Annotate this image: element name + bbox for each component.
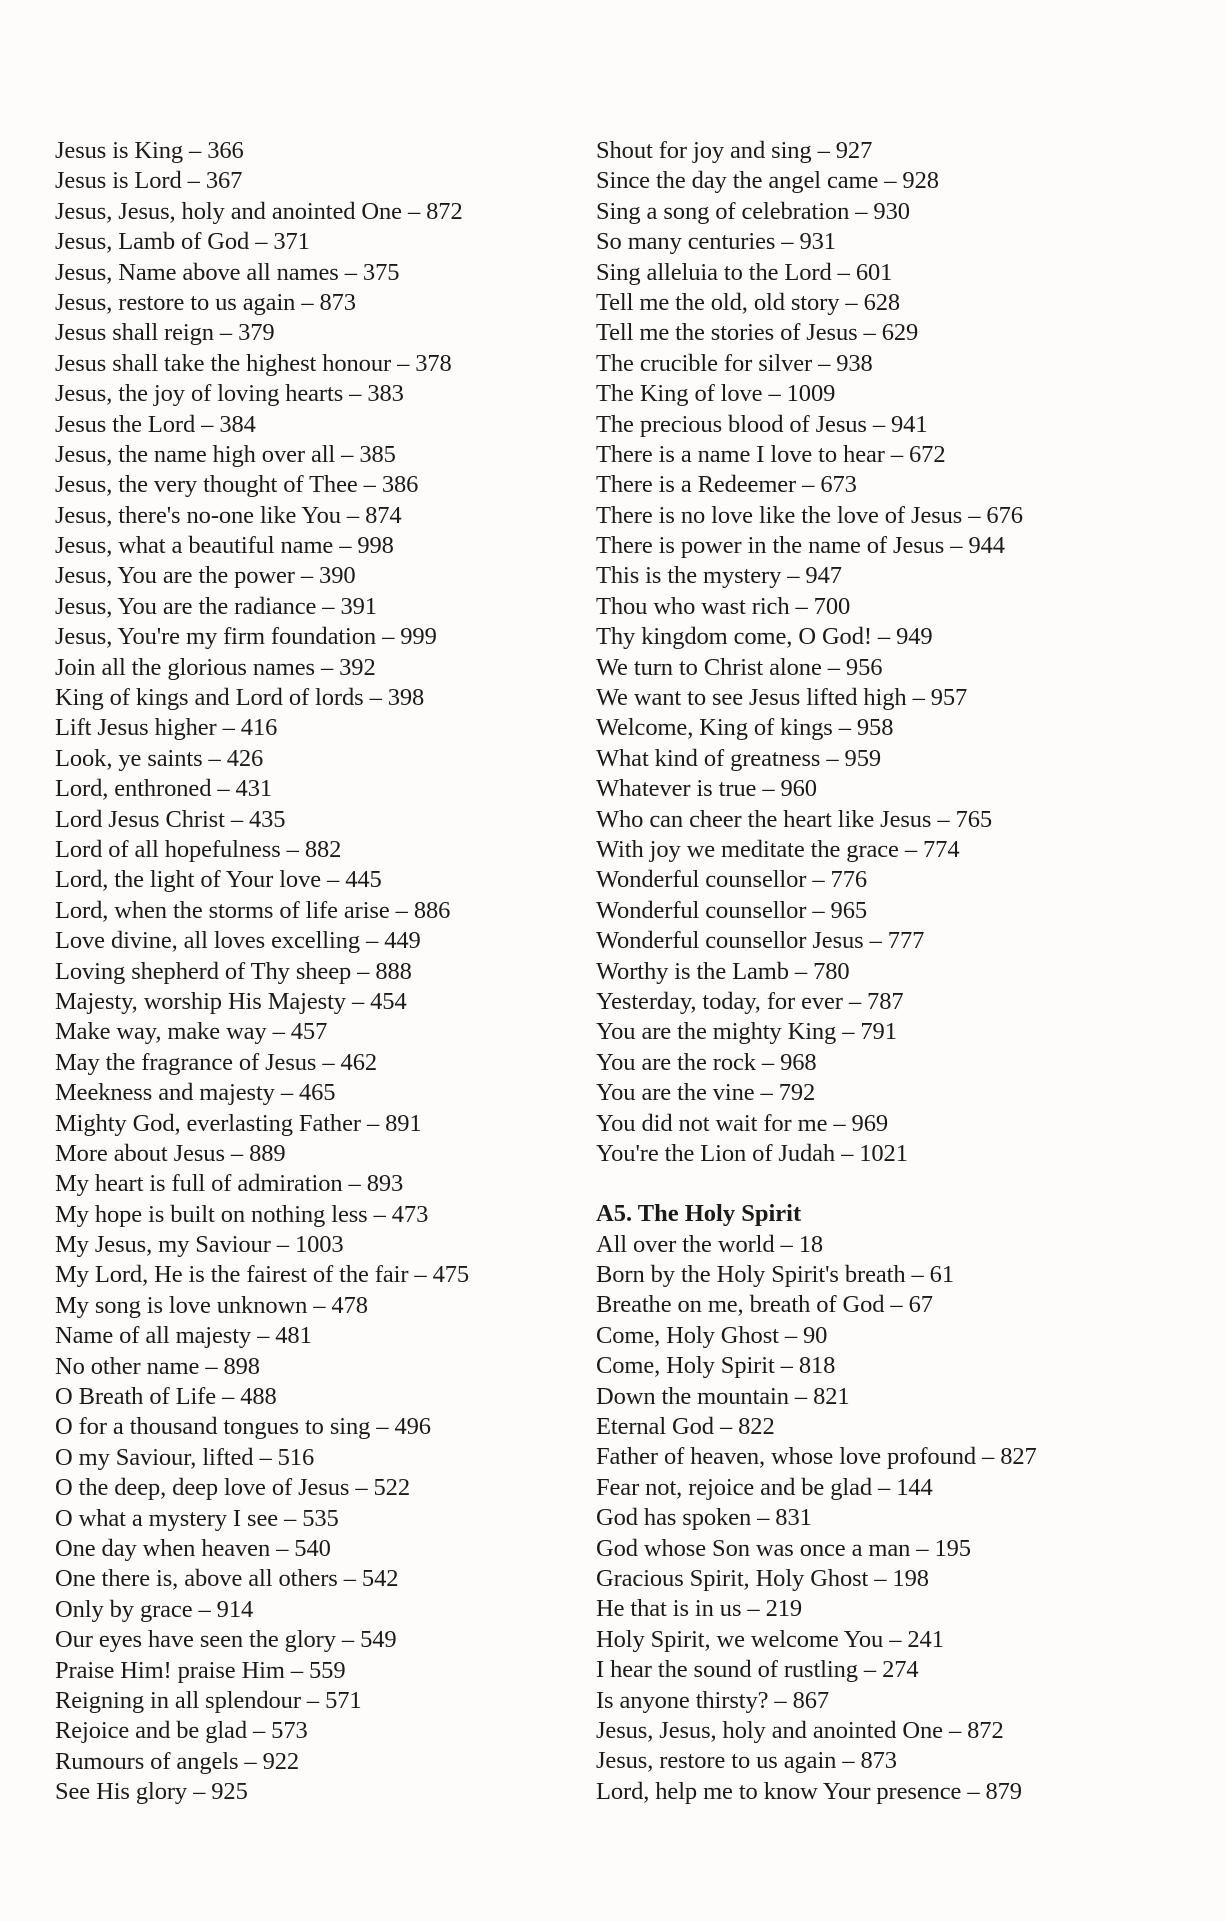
index-entry: Whatever is true – 960 <box>596 775 817 803</box>
index-entry: Worthy is the Lamb – 780 <box>596 957 850 985</box>
index-entry: The King of love – 1009 <box>596 380 836 408</box>
index-entry: No other name – 898 <box>55 1352 260 1380</box>
index-entry: Jesus, You are the radiance – 391 <box>55 592 377 620</box>
index-entry: Wonderful counsellor – 965 <box>596 896 867 924</box>
index-entry: You are the rock – 968 <box>596 1048 817 1076</box>
index-entry: Lord, help me to know Your presence – 879 <box>596 1777 1022 1805</box>
index-entry: There is power in the name of Jesus – 944 <box>596 532 1005 560</box>
index-entry: O what a mystery I see – 535 <box>55 1504 339 1532</box>
index-entry: Down the mountain – 821 <box>596 1382 850 1410</box>
index-entry: Jesus shall reign – 379 <box>55 319 275 347</box>
index-entry: There is a name I love to hear – 672 <box>596 440 946 468</box>
index-entry: Come, Holy Ghost – 90 <box>596 1321 828 1349</box>
index-entry: Jesus, Jesus, holy and anointed One – 872 <box>596 1716 1004 1744</box>
index-entry: Eternal God – 822 <box>596 1413 775 1441</box>
index-entry: My song is love unknown – 478 <box>55 1291 368 1319</box>
index-entry: Father of heaven, whose love profound – 827 <box>596 1443 1037 1471</box>
index-entry: Reigning in all splendour – 571 <box>55 1686 362 1714</box>
index-entry: You are the mighty King – 791 <box>596 1018 897 1046</box>
index-entry: There is no love like the love of Jesus – 676 <box>596 501 1023 529</box>
index-entry: My Lord, He is the fairest of the fair – 475 <box>55 1261 470 1289</box>
index-entry: Jesus is King – 366 <box>55 137 244 164</box>
index-entry: Join all the glorious names – 392 <box>55 653 376 681</box>
index-entry: Welcome, King of kings – 958 <box>596 714 894 742</box>
right-column-entries <box>596 136 1176 1169</box>
index-entry: Lord Jesus Christ – 435 <box>55 805 286 833</box>
index-entry: Lift Jesus higher – 416 <box>55 714 278 742</box>
index-entry: Meekness and majesty – 465 <box>55 1079 336 1107</box>
index-entry: Loving shepherd of Thy sheep – 888 <box>55 957 412 985</box>
index-entry: Holy Spirit, we welcome You – 241 <box>596 1625 944 1653</box>
index-entry: Jesus, You're my firm foundation – 999 <box>55 623 437 651</box>
index-entry: There is a Redeemer – 673 <box>596 471 857 499</box>
index-entry: Only by grace – 914 <box>55 1595 254 1623</box>
index-entry: Jesus, the name high over all – 385 <box>55 440 396 468</box>
right-column <box>596 136 1176 1807</box>
index-entry: Jesus, Lamb of God – 371 <box>55 228 310 256</box>
index-entry: Jesus, the very thought of Thee – 386 <box>55 471 419 499</box>
index-entry: More about Jesus – 889 <box>55 1139 286 1167</box>
index-entry: Lord, when the storms of life arise – 886 <box>55 896 451 924</box>
index-entry: Thy kingdom come, O God! – 949 <box>596 623 933 651</box>
index-entry: Lord of all hopefulness – 882 <box>55 835 342 863</box>
index-entry: Gracious Spirit, Holy Ghost – 198 <box>596 1564 929 1592</box>
index-entry: Name of all majesty – 481 <box>55 1322 312 1350</box>
index-entry: The precious blood of Jesus – 941 <box>596 410 928 438</box>
index-entry: See His glory – 925 <box>55 1778 248 1806</box>
index-entry: Rejoice and be glad – 573 <box>55 1717 308 1745</box>
index-entry: One day when heaven – 540 <box>55 1534 331 1562</box>
index-entry: Jesus is Lord – 367 <box>55 167 243 195</box>
index-entry: King of kings and Lord of lords – 398 <box>55 684 425 712</box>
index-entry: Jesus, Jesus, holy and anointed One – 872 <box>55 197 463 225</box>
index-entry: You are the vine – 792 <box>596 1079 816 1107</box>
index-entry: God whose Son was once a man – 195 <box>596 1534 971 1562</box>
index-entry: Come, Holy Spirit – 818 <box>596 1352 836 1380</box>
left-column <box>55 136 615 1807</box>
index-entry: Thou who wast rich – 700 <box>596 592 851 620</box>
index-entry: We turn to Christ alone – 956 <box>596 653 883 681</box>
index-entry: Yesterday, today, for ever – 787 <box>596 987 904 1015</box>
index-entry: Love divine, all loves excelling – 449 <box>55 927 421 955</box>
index-entry: This is the mystery – 947 <box>596 562 842 590</box>
index-entry: My Jesus, my Saviour – 1003 <box>55 1231 344 1259</box>
index-entry: Sing a song of celebration – 930 <box>596 197 910 225</box>
index-entry: Rumours of angels – 922 <box>55 1747 300 1775</box>
index-entry: Sing alleluia to the Lord – 601 <box>596 258 893 286</box>
index-entry: Jesus shall take the highest honour – 378 <box>55 349 452 377</box>
index-entry: Lord, the light of Your love – 445 <box>55 866 382 894</box>
index-entry: Jesus, restore to us again – 873 <box>55 288 356 316</box>
index-entry: O the deep, deep love of Jesus – 522 <box>55 1474 410 1502</box>
index-entry: Tell me the old, old story – 628 <box>596 288 901 316</box>
index-entry: May the fragrance of Jesus – 462 <box>55 1048 377 1076</box>
index-entry: You did not wait for me – 969 <box>596 1109 889 1137</box>
index-entry: Jesus, You are the power – 390 <box>55 562 356 590</box>
index-entry: So many centuries – 931 <box>596 228 836 256</box>
index-entry: Jesus, what a beautiful name – 998 <box>55 532 394 560</box>
index-entry: Our eyes have seen the glory – 549 <box>55 1626 397 1654</box>
section-heading-holy-spirit: A5. The Holy Spirit <box>596 1200 802 1228</box>
index-entry: All over the world – 18 <box>596 1230 824 1258</box>
index-entry: Lord, enthroned – 431 <box>55 775 272 803</box>
index-entry: O for a thousand tongues to sing – 496 <box>55 1413 431 1441</box>
index-entry: Born by the Holy Spirit's breath – 61 <box>596 1261 954 1289</box>
index-entry: With joy we meditate the grace – 774 <box>596 835 960 863</box>
index-entry: We want to see Jesus lifted high – 957 <box>596 684 968 712</box>
section-a5-entries <box>596 1230 1176 1807</box>
index-entry: O Breath of Life – 488 <box>55 1383 277 1411</box>
index-entry: I hear the sound of rustling – 274 <box>596 1656 919 1684</box>
index-entry: Wonderful counsellor Jesus – 777 <box>596 927 925 955</box>
index-entry: Fear not, rejoice and be glad – 144 <box>596 1473 933 1501</box>
index-entry: Jesus, there's no-one like You – 874 <box>55 501 402 529</box>
index-entry: Breathe on me, breath of God – 67 <box>596 1291 933 1319</box>
index-entry: Make way, make way – 457 <box>55 1018 328 1046</box>
index-entry: One there is, above all others – 542 <box>55 1565 399 1593</box>
index-entry: Look, ye saints – 426 <box>55 744 264 772</box>
index-entry: O my Saviour, lifted – 516 <box>55 1443 315 1471</box>
index-entry: Jesus, Name above all names – 375 <box>55 258 400 286</box>
index-entry: Praise Him! praise Him – 559 <box>55 1656 346 1684</box>
index-entry: The crucible for silver – 938 <box>596 349 873 377</box>
index-entry: He that is in us – 219 <box>596 1595 803 1623</box>
index-entry: You're the Lion of Judah – 1021 <box>596 1139 908 1167</box>
index-entry: Tell me the stories of Jesus – 629 <box>596 319 919 347</box>
index-entry: Is anyone thirsty? – 867 <box>596 1686 830 1714</box>
index-entry: My hope is built on nothing less – 473 <box>55 1200 429 1228</box>
index-entry: Wonderful counsellor – 776 <box>596 866 867 894</box>
index-entry: Mighty God, everlasting Father – 891 <box>55 1109 422 1137</box>
index-entry: My heart is full of admiration – 893 <box>55 1170 404 1198</box>
index-entry: God has spoken – 831 <box>596 1504 812 1532</box>
index-entry: Since the day the angel came – 928 <box>596 167 939 195</box>
index-entry: Majesty, worship His Majesty – 454 <box>55 987 407 1015</box>
index-entry: What kind of greatness – 959 <box>596 744 882 772</box>
index-entry: Jesus, the joy of loving hearts – 383 <box>55 380 404 408</box>
index-entry: Who can cheer the heart like Jesus – 765 <box>596 805 993 833</box>
index-entry: Jesus the Lord – 384 <box>55 410 256 438</box>
index-entry: Shout for joy and sing – 927 <box>596 137 873 164</box>
section-spacer <box>596 1169 1176 1199</box>
index-entry: Jesus, restore to us again – 873 <box>596 1747 897 1775</box>
